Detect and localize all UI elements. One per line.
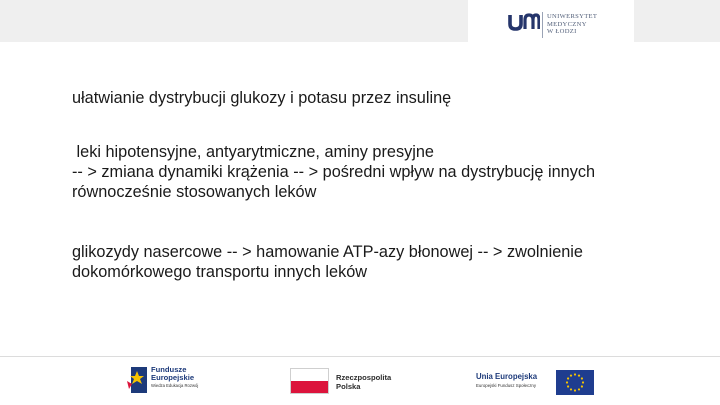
eu-star — [567, 385, 569, 387]
poland-flag-icon — [291, 369, 328, 393]
eu-star — [581, 377, 583, 379]
european-union-logo — [476, 372, 537, 389]
university-name-line: W ŁODZI — [547, 28, 577, 36]
eu-star — [578, 388, 580, 390]
paragraph-line: ułatwianie dystrybucji glukozy i potasu przez insulinę — [72, 89, 452, 107]
eu-star — [574, 373, 576, 375]
republic-line: Rzeczpospolita — [336, 373, 392, 382]
republic-of-poland-logo — [336, 373, 391, 391]
funds-title-line: Europejskie — [151, 373, 195, 383]
eu-star — [570, 374, 572, 376]
eu-star — [566, 381, 568, 383]
eu-star — [574, 389, 576, 391]
eu-star — [567, 377, 569, 379]
paragraph-line: leki hipotensyjne, antyarytmiczne, aminy presyjne — [72, 143, 434, 161]
european-funds-logo — [151, 366, 198, 389]
university-monogram-icon — [508, 13, 540, 31]
republic-line: Polska — [336, 382, 361, 391]
eu-star — [570, 388, 572, 390]
paragraph-line: równocześnie stosowanych leków — [72, 183, 317, 201]
paragraph-hypotensive-drugs — [72, 142, 712, 202]
funds-subtitle: Wiedza Edukacja Rozwój — [151, 382, 199, 388]
funds-title-line: Fundusze — [151, 365, 187, 374]
paragraph-line: -- > zmiana dynamiki krążenia -- > pośredni wpływ na dystrybucję innych — [72, 163, 596, 181]
paragraph-glycosides — [72, 242, 712, 282]
paragraph-line: glikozydy nasercowe -- > hamowanie ATP-azy błonowej -- > zwolnienie — [72, 243, 583, 261]
eu-star — [581, 385, 583, 387]
paragraph-line: dokomórkowego transportu innych leków — [72, 263, 368, 281]
university-name-line: MEDYCZNY — [547, 20, 587, 28]
university-name — [547, 13, 597, 36]
eu-subtitle: Europejski Fundusz Społeczny — [476, 383, 537, 388]
eu-star — [582, 381, 584, 383]
university-name-line: UNIWERSYTET — [547, 13, 598, 20]
logo-divider — [542, 12, 543, 38]
paragraph-insulin — [72, 88, 712, 108]
european-funds-star-icon — [125, 365, 149, 395]
eu-star — [578, 374, 580, 376]
eu-flag-icon — [556, 370, 594, 395]
eu-title: Unia Europejska — [476, 372, 538, 381]
